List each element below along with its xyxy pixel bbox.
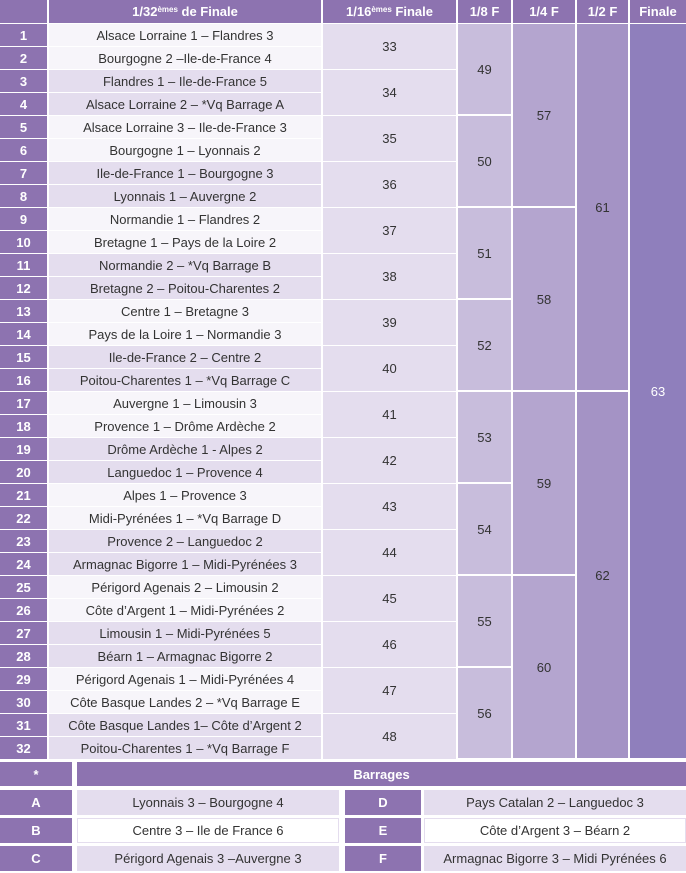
r32-match: Périgord Agenais 2 – Limousin 2 [49, 576, 321, 598]
header-corner [0, 0, 47, 23]
r32-match: Languedoc 1 – Provence 4 [49, 461, 321, 483]
r32-match: Bretagne 2 – Poitou-Charentes 2 [49, 277, 321, 299]
header-r32 [49, 0, 321, 23]
match-number: 14 [0, 323, 47, 345]
r8-match: 56 [458, 668, 511, 758]
barrage-letter: E [345, 818, 421, 843]
r16-match: 37 [323, 208, 456, 253]
match-number: 21 [0, 484, 47, 506]
r8-match: 55 [458, 576, 511, 666]
r32-match: Auvergne 1 – Limousin 3 [49, 392, 321, 414]
barrage-match: Côte d’Argent 3 – Béarn 2 [424, 818, 686, 843]
match-number: 17 [0, 392, 47, 414]
match-number: 19 [0, 438, 47, 460]
r16-match: 39 [323, 300, 456, 345]
r32-match: Côte d’Argent 1 – Midi-Pyrénées 2 [49, 599, 321, 621]
match-number: 12 [0, 277, 47, 299]
barrage-letter: D [345, 790, 421, 815]
r8-match: 49 [458, 24, 511, 114]
r32-match: Limousin 1 – Midi-Pyrénées 5 [49, 622, 321, 644]
barrage-match: Périgord Agenais 3 –Auvergne 3 [77, 846, 339, 871]
barrage-letter: B [0, 818, 72, 843]
match-number: 5 [0, 116, 47, 138]
barrage-letter: A [0, 790, 72, 815]
r16-match: 44 [323, 530, 456, 575]
match-number: 7 [0, 162, 47, 184]
header-r16-suffix: Finale [391, 4, 433, 19]
match-number: 29 [0, 668, 47, 690]
r32-match: Pays de la Loire 1 – Normandie 3 [49, 323, 321, 345]
r32-match: Bretagne 1 – Pays de la Loire 2 [49, 231, 321, 253]
r32-match: Alsace Lorraine 3 – Ile-de-France 3 [49, 116, 321, 138]
r16-match: 42 [323, 438, 456, 483]
r32-match: Poitou-Charentes 1 – *Vq Barrage F [49, 737, 321, 759]
final-match: 63 [630, 24, 686, 758]
match-number: 28 [0, 645, 47, 667]
barrage-match: Lyonnais 3 – Bourgogne 4 [77, 790, 339, 815]
header-r16-sup: èmes [371, 5, 392, 14]
header-r32-suffix: de Finale [177, 4, 238, 19]
match-number: 4 [0, 93, 47, 115]
r32-match: Poitou-Charentes 1 – *Vq Barrage C [49, 369, 321, 391]
r32-match: Bourgogne 2 –Ile-de-France 4 [49, 47, 321, 69]
match-number: 31 [0, 714, 47, 736]
match-number: 20 [0, 461, 47, 483]
match-number: 32 [0, 737, 47, 759]
r32-match: Périgord Agenais 1 – Midi-Pyrénées 4 [49, 668, 321, 690]
r8-match: 54 [458, 484, 511, 574]
match-number: 30 [0, 691, 47, 713]
match-number: 27 [0, 622, 47, 644]
r32-match: Provence 1 – Drôme Ardèche 2 [49, 415, 321, 437]
r32-match: Lyonnais 1 – Auvergne 2 [49, 185, 321, 207]
header-qf: 1/4 F [513, 0, 575, 23]
r16-match: 34 [323, 70, 456, 115]
r16-match: 47 [323, 668, 456, 713]
r32-match: Drôme Ardèche 1 - Alpes 2 [49, 438, 321, 460]
r32-match: Côte Basque Landes 2 – *Vq Barrage E [49, 691, 321, 713]
r16-match: 46 [323, 622, 456, 667]
header-sf: 1/2 F [577, 0, 628, 23]
match-number: 24 [0, 553, 47, 575]
r32-match: Provence 2 – Languedoc 2 [49, 530, 321, 552]
header-r32-prefix: 1/32 [132, 4, 158, 19]
r16-match: 38 [323, 254, 456, 299]
match-number: 10 [0, 231, 47, 253]
barrage-match: Armagnac Bigorre 3 – Midi Pyrénées 6 [424, 846, 686, 871]
header-r32-sup: èmes [157, 5, 178, 14]
match-number: 26 [0, 599, 47, 621]
header-r8: 1/8 F [458, 0, 511, 23]
r16-match: 45 [323, 576, 456, 621]
barrage-letter: C [0, 846, 72, 871]
r32-match: Normandie 2 – *Vq Barrage B [49, 254, 321, 276]
barrages-star: * [0, 762, 72, 786]
header-r16-prefix: 1/16 [346, 4, 372, 19]
r8-match: 52 [458, 300, 511, 390]
qf-match: 59 [513, 392, 575, 574]
r8-match: 51 [458, 208, 511, 298]
r32-match: Ile-de-France 1 – Bourgogne 3 [49, 162, 321, 184]
match-number: 1 [0, 24, 47, 46]
match-number: 25 [0, 576, 47, 598]
match-number: 18 [0, 415, 47, 437]
r32-match: Alsace Lorraine 1 – Flandres 3 [49, 24, 321, 46]
r32-match: Armagnac Bigorre 1 – Midi-Pyrénées 3 [49, 553, 321, 575]
match-number: 9 [0, 208, 47, 230]
match-number: 8 [0, 185, 47, 207]
sf-match: 62 [577, 392, 628, 758]
r16-match: 43 [323, 484, 456, 529]
match-number: 2 [0, 47, 47, 69]
r32-match: Centre 1 – Bretagne 3 [49, 300, 321, 322]
match-number: 13 [0, 300, 47, 322]
r32-match: Alsace Lorraine 2 – *Vq Barrage A [49, 93, 321, 115]
r32-match: Côte Basque Landes 1– Côte d’Argent 2 [49, 714, 321, 736]
match-number: 22 [0, 507, 47, 529]
r32-match: Alpes 1 – Provence 3 [49, 484, 321, 506]
barrages-title: Barrages [77, 762, 686, 786]
barrage-match: Pays Catalan 2 – Languedoc 3 [424, 790, 686, 815]
barrage-match: Centre 3 – Ile de France 6 [77, 818, 339, 843]
match-number: 6 [0, 139, 47, 161]
match-number: 23 [0, 530, 47, 552]
header-r16 [323, 0, 456, 23]
match-number: 15 [0, 346, 47, 368]
qf-match: 57 [513, 24, 575, 206]
barrage-letter: F [345, 846, 421, 871]
r32-match: Normandie 1 – Flandres 2 [49, 208, 321, 230]
r16-match: 40 [323, 346, 456, 391]
match-number: 16 [0, 369, 47, 391]
r8-match: 50 [458, 116, 511, 206]
r16-match: 35 [323, 116, 456, 161]
r32-match: Ile-de-France 2 – Centre 2 [49, 346, 321, 368]
r16-match: 33 [323, 24, 456, 69]
r16-match: 36 [323, 162, 456, 207]
r32-match: Béarn 1 – Armagnac Bigorre 2 [49, 645, 321, 667]
r8-match: 53 [458, 392, 511, 482]
sf-match: 61 [577, 24, 628, 390]
r32-match: Midi-Pyrénées 1 – *Vq Barrage D [49, 507, 321, 529]
match-number: 11 [0, 254, 47, 276]
r32-match: Bourgogne 1 – Lyonnais 2 [49, 139, 321, 161]
r16-match: 41 [323, 392, 456, 437]
r16-match: 48 [323, 714, 456, 759]
match-number: 3 [0, 70, 47, 92]
header-final: Finale [630, 0, 686, 23]
qf-match: 58 [513, 208, 575, 390]
qf-match: 60 [513, 576, 575, 758]
r32-match: Flandres 1 – Ile-de-France 5 [49, 70, 321, 92]
